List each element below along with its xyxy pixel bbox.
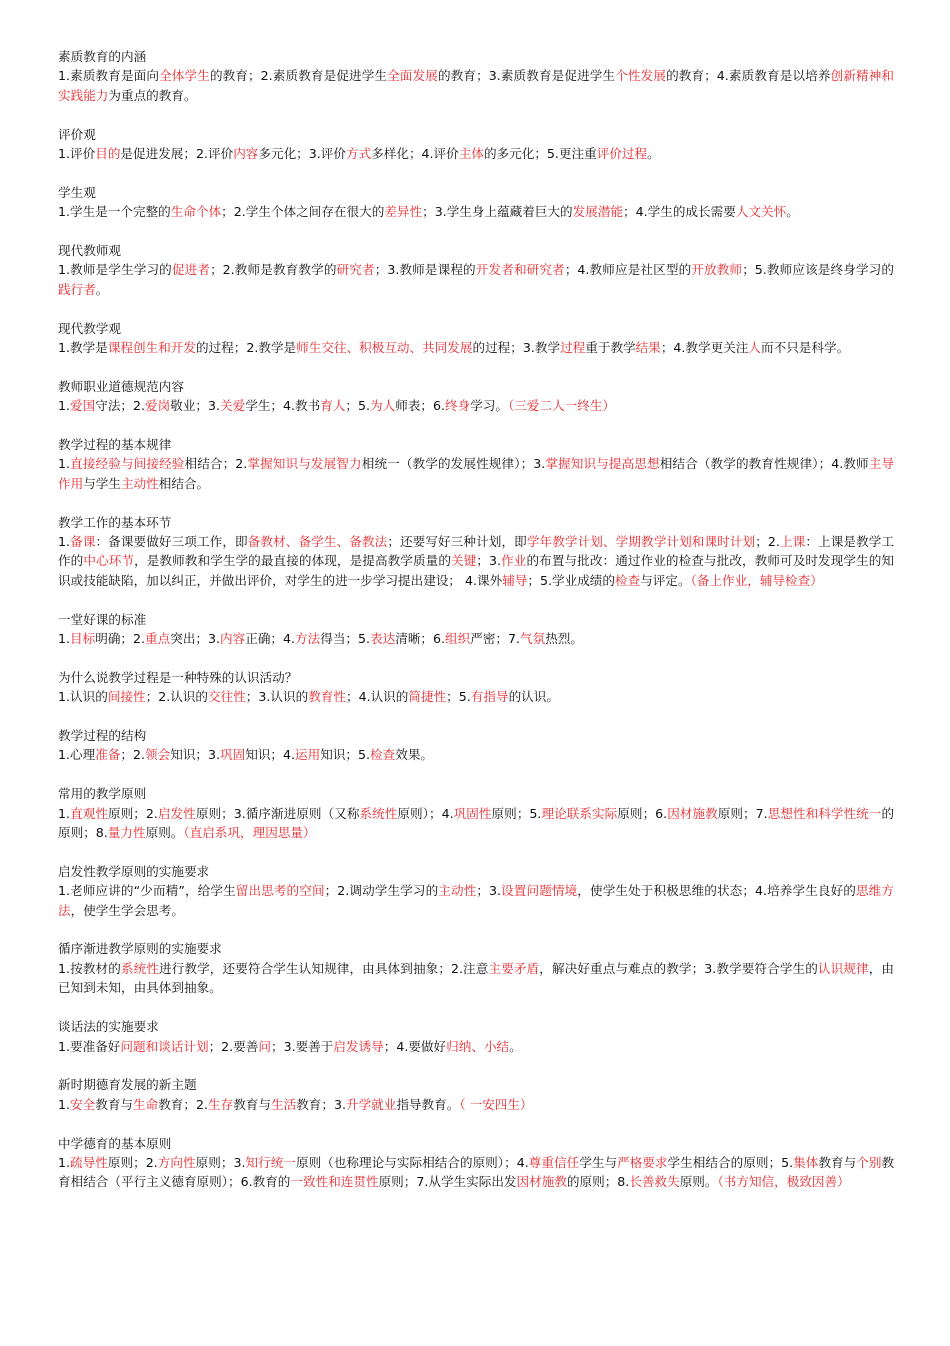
body-text: 与学生 (83, 475, 121, 491)
body-text: 相统一（教学的发展性规律）；3. (361, 456, 546, 472)
body-text: ；2.认识的 (145, 689, 208, 705)
highlighted-term: 差异性 (384, 204, 423, 220)
body-text: 原则；6. (617, 805, 668, 821)
body-text: 效果。 (395, 747, 433, 763)
body-text: ；2.教师是教育教学的 (210, 262, 337, 278)
section-body (58, 144, 894, 163)
body-text: ；3.认识的 (245, 689, 309, 705)
highlighted-term: 内容 (220, 631, 246, 647)
section-body (58, 1153, 894, 1192)
highlighted-term: 留出思考的空间 (235, 883, 325, 899)
highlighted-term: 践行者 (58, 281, 96, 297)
body-text: 原则；3.循序渐进原则（又称 (195, 805, 360, 821)
highlighted-term: 直观性 (70, 805, 108, 821)
section-title: 现代教学观 (58, 320, 121, 336)
body-text: ，是教师教和学生学的最直接的体现，是提高教学质量的 (134, 553, 452, 569)
body-text: ；4.教师应是社区型的 (564, 262, 692, 278)
body-text: 1.评价 (58, 146, 96, 162)
section-body (58, 1095, 894, 1114)
body-text: 敬业；3. (170, 398, 221, 414)
body-text: 而不只是科学。 (761, 340, 850, 356)
body-text: 1.素质教育是面向 (58, 68, 160, 84)
section-title: 学生观 (58, 184, 96, 200)
highlighted-term: 直接经验与间接经验 (70, 456, 185, 472)
highlighted-term: 为人 (370, 398, 396, 414)
body-text: 原则；2. (107, 1154, 158, 1170)
body-text: 的原则；8. (58, 805, 895, 841)
highlighted-term: 简捷性 (408, 689, 447, 705)
body-text: 重于教学 (585, 340, 636, 356)
highlighted-term: 准备 (95, 747, 121, 763)
body-text: 突出；3. (170, 631, 221, 647)
highlighted-term: 师生交往、积极互动、共同发展 (296, 340, 473, 356)
highlighted-term: 启发诱导 (333, 1038, 384, 1054)
section (58, 125, 894, 164)
body-text: 守法；2. (95, 398, 146, 414)
body-text: 原则；2. (107, 805, 158, 821)
section (58, 726, 894, 765)
section (58, 784, 894, 842)
highlighted-term: 知行统一 (245, 1154, 296, 1170)
body-text: ；5.教师应该是终身学习的 (742, 262, 894, 278)
body-text: 相结合（教学的教育性规律）；4.教师 (659, 456, 869, 472)
highlighted-term: 交往性 (208, 689, 246, 705)
document-page (58, 47, 894, 1211)
body-text: 的教育；2.素质教育是促进学生 (209, 68, 388, 84)
section (58, 47, 894, 105)
highlighted-term: 中心环节 (83, 553, 135, 569)
body-text: 1. (58, 1154, 71, 1170)
highlighted-term: （书方知信，极致因善） (717, 1174, 850, 1190)
section (58, 377, 894, 416)
section (58, 319, 894, 358)
section (58, 1017, 894, 1056)
section-body (58, 881, 894, 920)
body-text: 为重点的教育。 (108, 87, 197, 103)
highlighted-term: 过程 (560, 340, 586, 356)
body-text: 教育；2. (158, 1096, 208, 1112)
highlighted-term: 学年教学计划、学期教学计划和课时计划 (526, 534, 756, 550)
highlighted-term: 生活 (270, 1096, 297, 1112)
body-text: 。 (786, 204, 799, 220)
highlighted-term: 开发者和研究者 (475, 262, 565, 278)
highlighted-term: 检查 (370, 747, 396, 763)
body-text: ；2. (120, 747, 146, 763)
body-text: 学习。 (470, 398, 508, 414)
highlighted-term: 思想性和科学性统一 (767, 805, 882, 821)
section (58, 862, 894, 920)
body-text: 的教育；3.素质教育是促进学生 (438, 68, 616, 84)
section (58, 435, 894, 493)
highlighted-term: 系统性 (359, 805, 398, 821)
section-title: 一堂好课的标准 (58, 611, 147, 627)
body-text: 原则；7.从学生实际出发 (378, 1174, 517, 1190)
highlighted-term: 问 (258, 1038, 271, 1054)
body-text: ；4.学生的成长需要 (623, 204, 736, 220)
body-text: 的过程；2.教学是 (195, 340, 297, 356)
highlighted-term: 生存 (208, 1096, 234, 1112)
body-text: 原则）；4. (397, 805, 454, 821)
highlighted-term: 问题和谈话计划 (120, 1038, 209, 1054)
highlighted-term: 作业 (501, 553, 527, 569)
highlighted-term: 系统性 (120, 960, 160, 976)
body-text: 原则；5. (491, 805, 542, 821)
highlighted-term: 全面发展 (387, 68, 438, 84)
body-text: 相结合；2. (184, 456, 248, 472)
highlighted-term: 目的 (95, 146, 121, 162)
highlighted-term: 思维方法 (58, 883, 894, 918)
body-text: 的原则；8. (566, 1174, 630, 1190)
body-text: 教育与 (95, 1096, 133, 1112)
body-text: 。 (509, 1038, 522, 1054)
highlighted-term: 创新精神和实践能力 (58, 68, 895, 103)
highlighted-term: 掌握知识与提高思想 (545, 456, 660, 472)
highlighted-term: 归纳、小结 (446, 1038, 510, 1054)
highlighted-term: 个性发展 (615, 68, 667, 84)
section-title: 教学工作的基本环节 (58, 514, 172, 530)
body-text: 学生；4.教书 (245, 398, 321, 414)
highlighted-term: 关键 (451, 553, 477, 569)
body-text: ；3. (476, 553, 502, 569)
highlighted-term: 个别 (856, 1154, 882, 1170)
body-text: 1. (58, 534, 71, 550)
highlighted-term: 目标 (70, 631, 96, 647)
section-title: 循序渐进教学原则的实施要求 (58, 941, 222, 957)
body-text: 相结合。 (158, 475, 210, 491)
section-title: 现代教师观 (58, 243, 121, 259)
body-text: 明确；2. (95, 631, 146, 647)
highlighted-term: 领会 (145, 747, 171, 763)
section (58, 668, 894, 707)
body-text: 原则；3. (195, 1154, 246, 1170)
body-text: 热烈。 (545, 631, 583, 647)
highlighted-term: 量力性 (107, 825, 146, 841)
highlighted-term: 因材施教 (516, 1174, 567, 1190)
highlighted-term: 主要矛盾 (488, 960, 540, 976)
section-body (58, 959, 894, 998)
section-title: 评价观 (58, 126, 96, 142)
section (58, 1134, 894, 1192)
section (58, 610, 894, 649)
body-text: 学生相结合的原则；5. (667, 1154, 794, 1170)
section (58, 241, 894, 299)
highlighted-term: 开放教师 (691, 262, 743, 278)
highlighted-term: 上课 (779, 534, 806, 550)
body-text: ，解决好重点与难点的教学；3.教学要符合学生的 (539, 960, 818, 976)
highlighted-term: 巩固 (220, 747, 246, 763)
body-text: 学生与 (579, 1154, 618, 1170)
body-text: 1.学生是一个完整的 (58, 204, 171, 220)
highlighted-term: 内容 (233, 146, 259, 162)
highlighted-term: 设置问题情境 (501, 883, 578, 899)
body-text: 1.心理 (58, 747, 96, 763)
section-title: 为什么说教学过程是一种特殊的认识活动？ (58, 669, 298, 685)
highlighted-term: 理论联系实际 (541, 805, 618, 821)
highlighted-term: 人文关怀 (735, 204, 787, 220)
highlighted-term: 方式 (345, 146, 372, 162)
body-text: 清晰；6. (395, 631, 446, 647)
section (58, 1075, 894, 1114)
body-text: 1. (58, 805, 71, 821)
highlighted-term: 生命 (133, 1096, 159, 1112)
section-body (58, 260, 894, 299)
body-text: 多样化；4.评价 (371, 146, 459, 162)
section (58, 513, 894, 591)
section-body (58, 396, 894, 415)
highlighted-term: 长善救失 (629, 1174, 680, 1190)
section-body (58, 202, 894, 221)
body-text: 。 (95, 281, 109, 297)
body-text: ，使学生处于积极思维的状态；4.培养学生良好的 (577, 883, 856, 899)
section-title: 启发性教学原则的实施要求 (58, 863, 210, 879)
highlighted-term: 尊重信任 (528, 1154, 580, 1170)
body-text: 师表；6. (395, 398, 446, 414)
highlighted-term: 掌握知识与发展智力 (247, 456, 362, 472)
body-text: ，使学生学会思考。 (70, 902, 184, 918)
body-text: 的认识。 (508, 689, 559, 705)
body-text: 1. (58, 1096, 71, 1112)
body-text: 1.要准备好 (58, 1038, 121, 1054)
body-text: ；3.教师是课程的 (374, 262, 476, 278)
body-text: ：备课要做好三项工作，即 (95, 534, 248, 550)
highlighted-term: 主动性 (120, 475, 159, 491)
body-text: 的过程；3.教学 (472, 340, 561, 356)
highlighted-term: （三爱二人一终生） (508, 398, 616, 414)
body-text: 1. (58, 456, 71, 472)
section-title: 教学过程的结构 (58, 728, 147, 744)
highlighted-term: 全体学生 (159, 68, 210, 84)
body-text: 的布置与批改：通过作业的检查与批改，教师可及时发现学生的知识或技能缺陷，加以纠正，并做出评价，对学生的进一步学习提出建设； 4.课外 (58, 553, 895, 588)
highlighted-term: 人 (748, 340, 761, 356)
highlighted-term: 检查 (615, 572, 641, 588)
highlighted-term: 重点 (145, 631, 171, 647)
highlighted-term: （直启系巩，理因思量） (183, 825, 316, 841)
body-text: 原则；7. (717, 805, 768, 821)
highlighted-term: 启发性 (157, 805, 196, 821)
section-body (58, 454, 894, 493)
body-text: 知识；4. (245, 747, 296, 763)
highlighted-term: 疏导性 (70, 1154, 108, 1170)
body-text: ；3.学生身上蕴藏着巨大的 (422, 204, 573, 220)
highlighted-term: 生命个体 (170, 204, 222, 220)
highlighted-term: 发展潜能 (572, 204, 624, 220)
highlighted-term: 爱国 (70, 398, 96, 414)
body-text: ；4.教学更关注 (660, 340, 749, 356)
highlighted-term: 主导作用 (58, 456, 895, 491)
section-title: 素质教育的内涵 (58, 49, 147, 64)
body-text: 教育相结合（平行主义德育原则）；6.教育的 (58, 1154, 895, 1190)
highlighted-term: 育人 (320, 398, 346, 414)
body-text: ；4.认识的 (345, 689, 409, 705)
body-text: 教育与 (233, 1096, 271, 1112)
section-body (58, 804, 894, 843)
highlighted-term: 结果 (635, 340, 661, 356)
body-text: 进行教学，还要符合学生认知规律，由具体到抽象；2.注意 (159, 960, 489, 976)
body-text: 教育；3. (296, 1096, 346, 1112)
body-text: ；还要写好三种计划，即 (387, 534, 527, 550)
body-text: ；5. (345, 398, 371, 414)
highlighted-term: 方法 (295, 631, 321, 647)
highlighted-term: 备课 (70, 534, 96, 550)
highlighted-term: 课程创生和开发 (107, 340, 196, 356)
highlighted-term: 间接性 (107, 689, 146, 705)
highlighted-term: 表达 (370, 631, 396, 647)
body-text: 原则。 (679, 1174, 718, 1190)
highlighted-term: 运用 (295, 747, 321, 763)
section-body (58, 745, 894, 764)
body-text: ；5.学业成绩的 (527, 572, 615, 588)
body-text: ，由已知到未知，由具体到抽象。 (58, 960, 895, 996)
section-body (58, 1037, 894, 1056)
section-title: 新时期德育发展的新主题 (58, 1077, 197, 1093)
body-text: 原则（也称理论与实际相结合的原则）；4. (295, 1154, 529, 1170)
highlighted-term: 组织 (445, 631, 471, 647)
highlighted-term: 巩固性 (453, 805, 492, 821)
body-text: ；5. (446, 689, 471, 705)
section-title: 谈话法的实施要求 (58, 1019, 159, 1035)
body-text: ：上课是教学工作的 (58, 534, 895, 569)
section-body (58, 532, 894, 590)
highlighted-term: 爱岗 (145, 398, 171, 414)
body-text: 1. (58, 398, 71, 414)
body-text: 多元化；3.评价 (258, 146, 346, 162)
body-text: ；4.要做好 (383, 1038, 447, 1054)
highlighted-term: 主体 (458, 146, 484, 162)
body-text: 1.按教材的 (58, 960, 121, 976)
body-text: 1. (58, 631, 71, 647)
section (58, 183, 894, 222)
body-text: ；3.要善于 (270, 1038, 334, 1054)
body-text: 1.认识的 (58, 689, 108, 705)
body-text: 1.教学是 (58, 340, 108, 356)
body-text: 原则。 (145, 825, 184, 841)
body-text: 严密；7. (470, 631, 521, 647)
body-text: 知识；5. (320, 747, 371, 763)
section (58, 939, 894, 997)
highlighted-term: 研究者 (336, 262, 375, 278)
highlighted-term: 促进者 (171, 262, 211, 278)
highlighted-term: 终身 (445, 398, 471, 414)
highlighted-term: 升学就业 (345, 1096, 397, 1112)
highlighted-term: 评价过程 (596, 146, 648, 162)
highlighted-term: 方向性 (157, 1154, 196, 1170)
section-title: 教师职业道德规范内容 (58, 378, 184, 394)
highlighted-term: 集体 (793, 1154, 819, 1170)
highlighted-term: 备教材、备学生、备教法 (247, 534, 388, 550)
highlighted-term: 认识规律 (817, 960, 869, 976)
body-text: 1.老师应讲的“少而精”，给学生 (58, 883, 236, 899)
body-text: 得当；5. (320, 631, 371, 647)
body-text: 正确；4. (245, 631, 296, 647)
body-text: 教育与 (818, 1154, 857, 1170)
section-title: 常用的教学原则 (58, 786, 147, 802)
highlighted-term: 一致性和连贯性 (290, 1174, 379, 1190)
highlighted-term: 主动性 (438, 883, 477, 899)
body-text: 指导教育。 (396, 1096, 460, 1112)
body-text: ；2. (755, 534, 780, 550)
body-text: ；2.学生个体之间存在很大的 (221, 204, 385, 220)
highlighted-term: （备上作业，辅导检查） (690, 572, 823, 588)
highlighted-term: 安全 (70, 1096, 96, 1112)
body-text: 知识；3. (170, 747, 221, 763)
section-body (58, 629, 894, 648)
section-title: 教学过程的基本规律 (58, 437, 172, 453)
body-text: 1.教师是学生学习的 (58, 262, 172, 278)
body-text: ；2.要善 (208, 1038, 259, 1054)
section-body (58, 338, 894, 357)
highlighted-term: 教育性 (308, 689, 346, 705)
body-text: 的教育；4.素质教育是以培养 (666, 68, 831, 84)
highlighted-term: 有指导 (470, 689, 509, 705)
body-text: ；3. (476, 883, 501, 899)
section-body (58, 687, 894, 706)
section-title: 中学德育的基本原则 (58, 1135, 172, 1151)
body-text: 与评定。 (640, 572, 691, 588)
highlighted-term: 严格要求 (617, 1154, 668, 1170)
highlighted-term: 因材施教 (667, 805, 718, 821)
highlighted-term: （ 一安四生） (459, 1096, 533, 1112)
section-body (58, 66, 894, 105)
body-text: ；2.调动学生学习的 (324, 883, 439, 899)
highlighted-term: 关爱 (220, 398, 246, 414)
body-text: 的多元化；5.更注重 (483, 146, 597, 162)
highlighted-term: 辅导 (502, 572, 528, 588)
body-text: 。 (647, 146, 660, 162)
body-text: 是促进发展；2.评价 (120, 146, 234, 162)
highlighted-term: 气氛 (520, 631, 546, 647)
